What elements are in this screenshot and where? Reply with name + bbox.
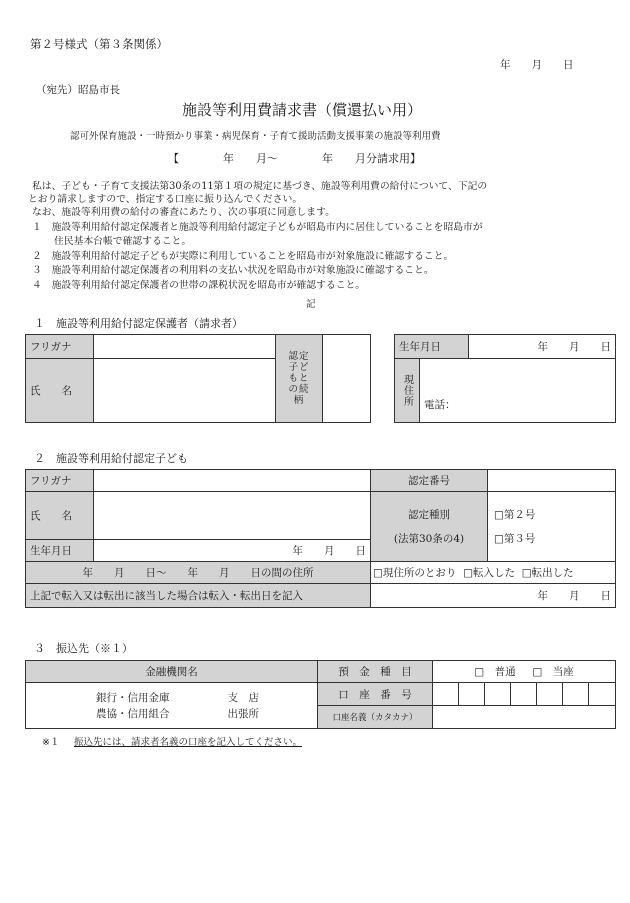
s2-move-date-field[interactable]: 年 月 日 [371, 584, 616, 608]
s2-name-field[interactable] [94, 492, 371, 540]
s2-addr-opt-movein[interactable]: □転入した [463, 567, 516, 579]
s3-opt-futsu[interactable]: □ 普通 [474, 666, 516, 678]
s2-opt-type2[interactable]: □第２号 [494, 508, 536, 521]
body-p1-line1: 私は、子ども・子育て支援法第30条の11第１項の規定に基づき、施設等利用費の給付について、下記の [32, 181, 488, 192]
consent-item: １ 施設等利用給付認定保護者と施設等利用給付認定子どもが昭島市内に居住していることを昭島市が [32, 222, 483, 233]
s2-cert-no-field[interactable] [488, 470, 616, 492]
consent-item: ４ 施設等利用給付認定保護者の世帯の課税状況を昭島市が確認すること。 [32, 280, 366, 291]
s2-birth-field[interactable]: 年 月 日 [94, 540, 371, 562]
s3-account-digit[interactable] [433, 683, 459, 706]
s3-account-name-label: 口座名義（カタカナ） [318, 706, 433, 729]
s3-note-mark: ※１ [42, 737, 60, 748]
section1-heading: １ 施設等利用給付認定保護者（請求者） [34, 317, 243, 330]
body-p1-line2: とおり請求しますので、指定する口座に振り込んでください。 [28, 194, 303, 205]
s3-bank-header: 金融機関名 [26, 661, 318, 683]
s1-birth-label: 生年月日 [395, 335, 469, 359]
s3-branch-type2: 出張所 [227, 707, 259, 720]
subtitle: 認可外保育施設・一時預かり事業・病児保育・子育て援助活動支援事業の施設等利用費 [70, 131, 441, 142]
date-line: 年 月 日 [500, 59, 574, 71]
s3-deposit-type-label: 預 金 種 目 [318, 661, 433, 683]
s1-relation-label: 認定子どもとの続柄 [288, 351, 310, 406]
consent-item: 住民基本台帳で確認すること。 [54, 236, 192, 247]
s1-relation-field[interactable] [323, 335, 371, 423]
consent-item: ３ 施設等利用給付認定保護者の利用料の支払い状況を昭島市が対象施設に確認すること。 [32, 265, 434, 276]
consent-item: ２ 施設等利用給付認定子どもが実際に利用していることを昭島市が対象施設に確認すること。 [32, 251, 454, 262]
page-title: 施設等利用費請求書（償還払い用） [182, 101, 423, 119]
s3-account-no-label: 口 座 番 号 [318, 683, 433, 706]
s2-addr-opt-current[interactable]: □現住所のとおり [373, 567, 457, 579]
s3-bank-type1: 銀行・信用金庫 [96, 691, 170, 704]
s2-furigana-label: フリガナ [26, 470, 94, 492]
s2-cert-no-label: 認定番号 [371, 470, 488, 492]
s3-account-digit[interactable] [589, 683, 616, 706]
section3-heading: ３ 振込先（※１） [34, 642, 133, 655]
section1-table [25, 334, 616, 423]
s3-account-digit[interactable] [537, 683, 563, 706]
addressee: （宛先）昭島市長 [36, 84, 120, 96]
s2-cert-type-label: 認定種別 [408, 508, 450, 521]
s1-address-label: 現住所 [401, 374, 413, 407]
s2-period-address-label: 年 月 日～ 年 月 日の間の住所 [26, 562, 371, 584]
s2-furigana-field[interactable] [94, 470, 371, 492]
s1-phone-label: 電話： [424, 399, 456, 411]
form-number: 第２号様式（第３条関係） [30, 37, 168, 51]
s3-account-digit[interactable] [563, 683, 589, 706]
s1-furigana-field[interactable] [94, 335, 276, 359]
s1-name-label: 氏 名 [26, 359, 94, 423]
s3-note: 振込先には、請求者名義の口座を記入してください。 [74, 737, 303, 748]
s2-move-note: 上記で転入又は転出に該当した場合は転入・転出日を記入 [26, 584, 371, 608]
s1-furigana-label: フリガナ [26, 335, 94, 359]
s3-account-digit[interactable] [485, 683, 511, 706]
s2-name-label: 氏 名 [26, 492, 94, 540]
s2-addr-opt-moveout[interactable]: □転出した [521, 567, 574, 579]
s3-account-digit[interactable] [459, 683, 485, 706]
s3-branch-type1: 支 店 [227, 691, 259, 704]
s2-birth-label: 生年月日 [26, 540, 94, 562]
section2-heading: ２ 施設等利用給付認定子ども [34, 452, 188, 465]
s3-account-digit[interactable] [511, 683, 537, 706]
s2-cert-type-sub: (法第30条の4) [393, 532, 465, 545]
section2-table [25, 469, 616, 608]
ki-label: 記 [306, 299, 316, 310]
s3-opt-toza[interactable]: □ 当座 [532, 666, 574, 678]
s3-bank-type2: 農協・信用組合 [96, 707, 170, 720]
period-line: 【 年 月～ 年 月分請求用】 [168, 152, 421, 165]
s3-account-name-field[interactable] [433, 706, 616, 729]
s1-name-field[interactable] [94, 359, 276, 423]
section3-table [25, 660, 616, 729]
s1-birth-field[interactable]: 年 月 日 [469, 335, 616, 359]
s2-opt-type3[interactable]: □第３号 [494, 532, 536, 545]
s1-address-field[interactable] [420, 359, 616, 423]
body-p2: なお、施設等利用費の給付の審査にあたり、次の事項に同意します。 [32, 207, 335, 218]
